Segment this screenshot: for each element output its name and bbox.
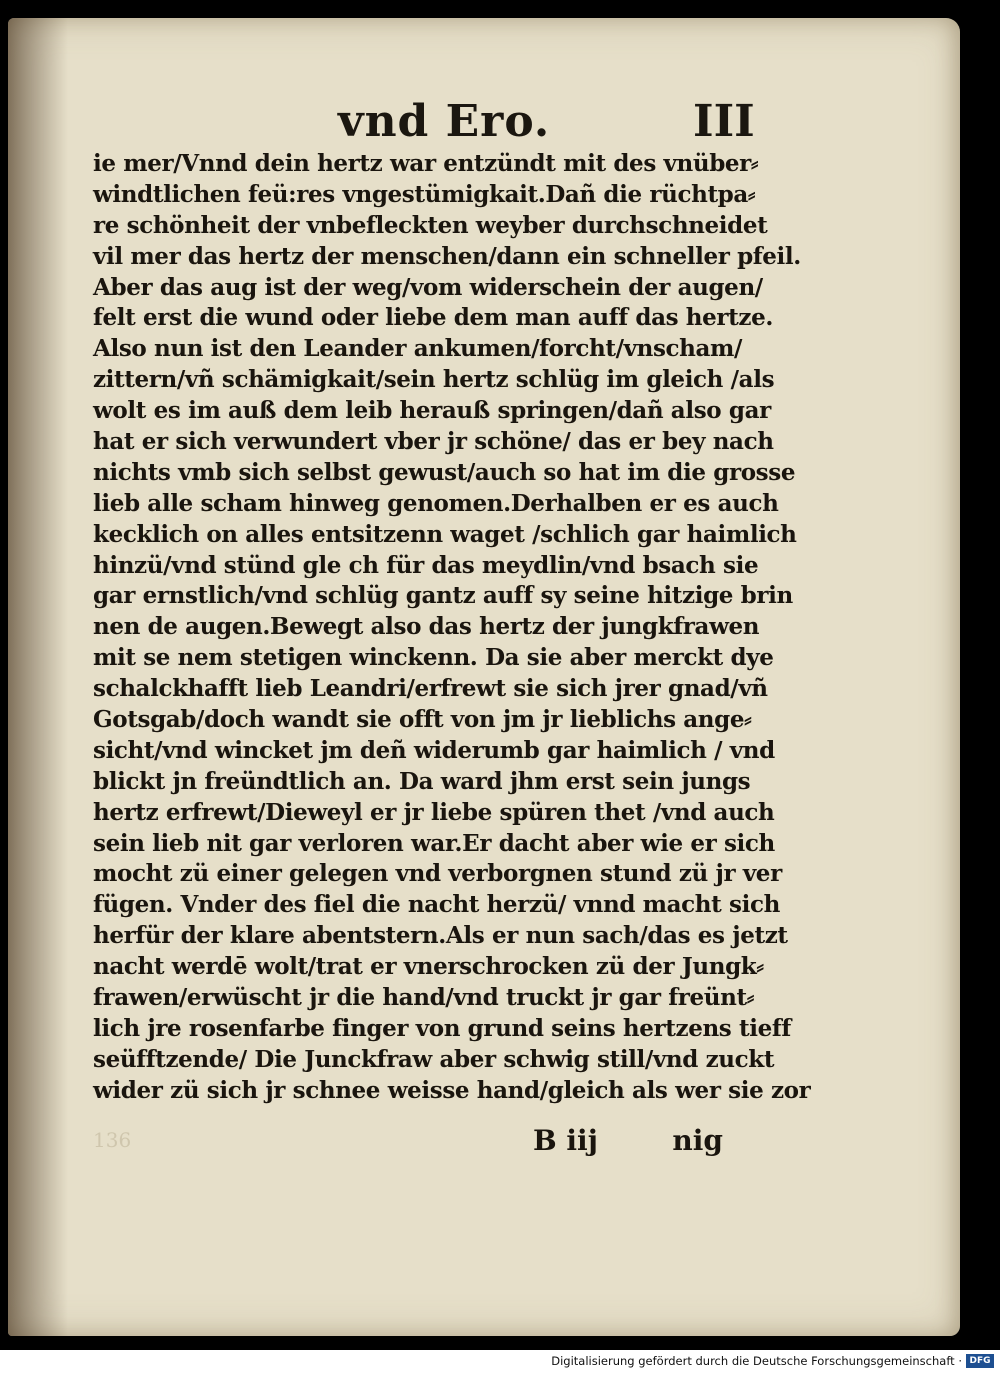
funding-credit: Digitalisierung gefördert durch die Deutsche Forschungsgemeinschaft · bbox=[551, 1354, 962, 1368]
text-line: hinzü/vnd stünd gle ch für das meydlin/vnd bsach sie bbox=[93, 550, 759, 579]
text-line: mocht zü einer gelegen vnd verborgnen stund zü jr ver bbox=[93, 859, 782, 888]
text-line: lich jre rosenfarbe finger von grund seins hertzens tieff bbox=[93, 1013, 791, 1042]
text-line: nichts vmb sich selbst gewust/auch so hat im die grosse bbox=[93, 457, 796, 486]
text-line: blickt jn freündtlich an. Da ward jhm erst sein jungs bbox=[93, 766, 751, 795]
text-line: re schönheit der vnbefleckten weyber durchschneidet bbox=[93, 210, 768, 239]
text-line: Also nun ist den Leander ankumen/forcht/vnscham/ bbox=[93, 334, 743, 363]
text-line: gar ernstlich/vnd schlüg gantz auff sy seine hitzige brin bbox=[93, 581, 793, 610]
text-line: wider zü sich jr schnee weisse hand/gleich als wer sie zor bbox=[93, 1075, 811, 1104]
text-line: fügen. Vnder des fiel die nacht herzü/ vnnd macht sich bbox=[93, 890, 780, 919]
page-footer bbox=[93, 1124, 733, 1160]
text-line: nacht werdē wolt/trat er vnerschrocken zü der Jungk⸗ bbox=[93, 952, 764, 981]
folio-number: III bbox=[693, 96, 755, 147]
catchword: nig bbox=[672, 1124, 723, 1157]
text-line: vil mer das hertz der menschen/dann ein schneller pfeil. bbox=[93, 241, 801, 270]
text-line: schalckhafft lieb Leandri/erfrewt sie sich jrer gnad/vñ bbox=[93, 674, 768, 703]
text-line: sicht/vnd wincket jm deñ widerumb gar haimlich / vnd bbox=[93, 735, 775, 764]
text-line: Aber das aug ist der weg/vom widerschein der augen/ bbox=[93, 272, 763, 301]
text-line: frawen/erwüscht jr die hand/vnd truckt jr gar freünt⸗ bbox=[93, 983, 755, 1012]
book-page bbox=[8, 18, 960, 1336]
text-line: hertz erfrewt/Dieweyl er jr liebe spüren thet /vnd auch bbox=[93, 797, 775, 826]
text-line: lieb alle scham hinweg genomen.Derhalben er es auch bbox=[93, 488, 779, 517]
credit-bar bbox=[0, 1350, 1000, 1373]
page-header bbox=[338, 96, 755, 156]
text-line: mit se nem stetigen winckenn. Da sie aber merckt dye bbox=[93, 643, 774, 672]
text-line: nen de augen.Bewegt also das hertz der jungkfrawen bbox=[93, 612, 760, 641]
dfg-logo: DFG bbox=[966, 1354, 994, 1368]
text-line: wolt es im auß dem leib herauß springen/dañ also gar bbox=[93, 396, 771, 425]
signature-mark: B iij bbox=[533, 1124, 598, 1157]
text-line: zittern/vñ schämigkait/sein hertz schlüg im gleich /als bbox=[93, 365, 775, 394]
body-text bbox=[93, 148, 811, 1106]
faint-pencil-mark: 136 bbox=[93, 1128, 132, 1152]
running-head: vnd Ero. bbox=[338, 96, 551, 147]
text-line: hat er sich verwundert vber jr schöne/ das er bey nach bbox=[93, 427, 774, 456]
text-line: herfür der klare abentstern.Als er nun sach/das es jetzt bbox=[93, 921, 788, 950]
text-line: Gotsgab/doch wandt sie offt von jm jr lieblichs ange⸗ bbox=[93, 705, 752, 734]
text-line: kecklich on alles entsitzenn waget /schlich gar haimlich bbox=[93, 519, 797, 548]
text-line: windtlichen feü:res vngestümigkait.Dañ die rüchtpa⸗ bbox=[93, 179, 756, 208]
text-line: sein lieb nit gar verloren war.Er dacht aber wie er sich bbox=[93, 828, 775, 857]
text-line: ie mer/Vnnd dein hertz war entzündt mit des vnüber⸗ bbox=[93, 149, 759, 177]
text-line: seüfftzende/ Die Junckfraw aber schwig still/vnd zuckt bbox=[93, 1044, 775, 1073]
text-line: felt erst die wund oder liebe dem man auff das hertze. bbox=[93, 303, 773, 332]
